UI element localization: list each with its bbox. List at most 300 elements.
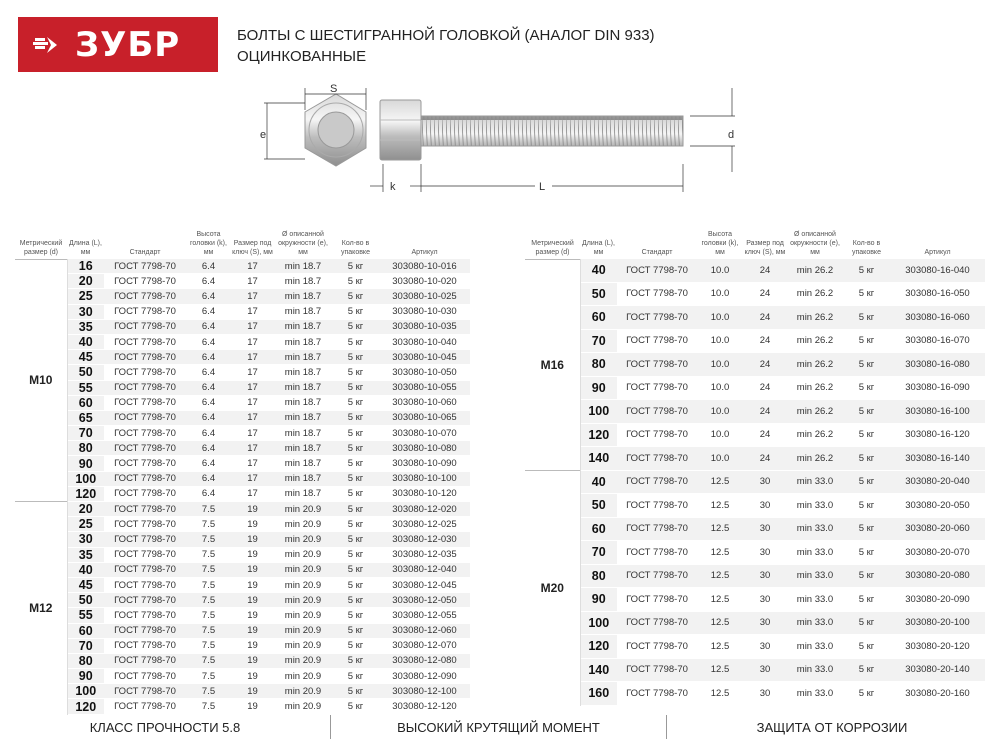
head-height-cell: 7.5 — [186, 517, 231, 532]
key-size-cell: 19 — [231, 532, 274, 547]
table-row — [15, 426, 470, 441]
head-height-cell: 6.4 — [186, 259, 231, 274]
article-cell: 303080-20-090 — [890, 588, 985, 612]
standard-cell: ГОСТ 7798-70 — [104, 517, 186, 532]
key-size-cell: 24 — [743, 259, 787, 282]
length-cell: 160 — [580, 682, 617, 706]
table-row — [15, 456, 470, 471]
length-cell: 65 — [67, 410, 104, 425]
key-size-cell: 30 — [743, 682, 787, 706]
article-cell: 303080-16-140 — [890, 447, 985, 471]
length-cell: 50 — [580, 282, 617, 306]
head-height-cell: 6.4 — [186, 319, 231, 334]
standard-cell: ГОСТ 7798-70 — [104, 562, 186, 577]
standard-cell: ГОСТ 7798-70 — [104, 608, 186, 623]
circle-cell: min 18.7 — [274, 410, 332, 425]
article-cell: 303080-10-030 — [379, 304, 470, 319]
circle-cell: min 18.7 — [274, 441, 332, 456]
standard-cell: ГОСТ 7798-70 — [104, 259, 186, 274]
standard-cell: ГОСТ 7798-70 — [104, 502, 186, 517]
qty-cell: 5 кг — [843, 423, 890, 447]
circle-cell: min 18.7 — [274, 274, 332, 289]
article-cell: 303080-10-090 — [379, 456, 470, 471]
standard-cell: ГОСТ 7798-70 — [104, 441, 186, 456]
standard-cell: ГОСТ 7798-70 — [104, 532, 186, 547]
key-size-cell: 30 — [743, 541, 787, 565]
head-height-cell: 7.5 — [186, 608, 231, 623]
key-size-cell: 19 — [231, 517, 274, 532]
head-height-cell: 6.4 — [186, 365, 231, 380]
key-size-cell: 19 — [231, 638, 274, 653]
circle-cell: min 33.0 — [787, 494, 843, 518]
standard-cell: ГОСТ 7798-70 — [617, 282, 697, 306]
table-row — [525, 611, 985, 635]
header-article: Артикул — [924, 249, 951, 256]
header-length: Длина (L), мм — [69, 240, 102, 256]
header-length: Длина (L), мм — [582, 240, 615, 256]
circle-cell: min 20.9 — [274, 532, 332, 547]
head-height-cell: 10.0 — [697, 259, 743, 282]
head-height-cell: 12.5 — [697, 517, 743, 541]
article-cell: 303080-10-120 — [379, 486, 470, 501]
table-header-row — [15, 230, 470, 259]
label-d: d — [728, 129, 735, 141]
qty-cell: 5 кг — [332, 471, 379, 486]
table-row — [525, 282, 985, 306]
qty-cell: 5 кг — [332, 441, 379, 456]
length-cell: 55 — [67, 608, 104, 623]
head-height-cell: 6.4 — [186, 410, 231, 425]
table-row — [15, 471, 470, 486]
qty-cell: 5 кг — [843, 329, 890, 353]
article-cell: 303080-12-060 — [379, 623, 470, 638]
feature-torque: ВЫСОКИЙ КРУТЯЩИЙ МОМЕНТ — [397, 719, 600, 735]
article-cell: 303080-12-020 — [379, 502, 470, 517]
key-size-cell: 19 — [231, 608, 274, 623]
key-size-cell: 30 — [743, 517, 787, 541]
key-size-cell: 19 — [231, 562, 274, 577]
circle-cell: min 26.2 — [787, 329, 843, 353]
key-size-cell: 30 — [743, 588, 787, 612]
circle-cell: min 26.2 — [787, 376, 843, 400]
length-cell: 20 — [67, 274, 104, 289]
qty-cell: 5 кг — [332, 456, 379, 471]
key-size-cell: 24 — [743, 447, 787, 471]
circle-cell: min 20.9 — [274, 593, 332, 608]
length-cell: 25 — [67, 517, 104, 532]
standard-cell: ГОСТ 7798-70 — [104, 577, 186, 592]
circle-cell: min 18.7 — [274, 365, 332, 380]
header-standard: Стандарт — [129, 249, 161, 256]
table-row — [15, 684, 470, 699]
qty-cell: 5 кг — [843, 447, 890, 471]
length-cell: 100 — [580, 611, 617, 635]
standard-cell: ГОСТ 7798-70 — [104, 684, 186, 699]
head-height-cell: 7.5 — [186, 638, 231, 653]
key-size-cell: 17 — [231, 441, 274, 456]
circle-cell: min 20.9 — [274, 653, 332, 668]
length-cell: 120 — [67, 486, 104, 501]
head-height-cell: 7.5 — [186, 532, 231, 547]
header-head-height: Высота головки (k), мм — [190, 231, 227, 256]
key-size-cell: 17 — [231, 350, 274, 365]
head-height-cell: 12.5 — [697, 682, 743, 706]
head-height-cell: 12.5 — [697, 494, 743, 518]
length-cell: 70 — [67, 638, 104, 653]
length-cell: 50 — [67, 365, 104, 380]
key-size-cell: 24 — [743, 400, 787, 424]
table-row — [525, 564, 985, 588]
length-cell: 80 — [67, 653, 104, 668]
head-height-cell: 12.5 — [697, 658, 743, 682]
length-cell: 90 — [580, 376, 617, 400]
article-cell: 303080-12-080 — [379, 653, 470, 668]
head-height-cell: 10.0 — [697, 423, 743, 447]
circle-cell: min 18.7 — [274, 304, 332, 319]
table-row — [15, 365, 470, 380]
article-cell: 303080-20-080 — [890, 564, 985, 588]
table-row — [15, 380, 470, 395]
head-height-cell: 6.4 — [186, 456, 231, 471]
standard-cell: ГОСТ 7798-70 — [104, 334, 186, 349]
key-size-cell: 17 — [231, 456, 274, 471]
circle-cell: min 33.0 — [787, 470, 843, 494]
qty-cell: 5 кг — [332, 669, 379, 684]
qty-cell: 5 кг — [332, 593, 379, 608]
length-cell: 30 — [67, 304, 104, 319]
key-size-cell: 19 — [231, 653, 274, 668]
table-row — [525, 541, 985, 565]
standard-cell: ГОСТ 7798-70 — [617, 306, 697, 330]
head-height-cell: 6.4 — [186, 426, 231, 441]
standard-cell: ГОСТ 7798-70 — [617, 541, 697, 565]
standard-cell: ГОСТ 7798-70 — [617, 682, 697, 706]
circle-cell: min 18.7 — [274, 456, 332, 471]
length-cell: 45 — [67, 577, 104, 592]
header-qty: Кол-во в упаковке — [852, 240, 881, 256]
table-row — [15, 638, 470, 653]
circle-cell: min 33.0 — [787, 635, 843, 659]
article-cell: 303080-10-065 — [379, 410, 470, 425]
key-size-cell: 17 — [231, 319, 274, 334]
article-cell: 303080-12-040 — [379, 562, 470, 577]
length-cell: 35 — [67, 547, 104, 562]
length-cell: 100 — [67, 684, 104, 699]
head-height-cell: 12.5 — [697, 611, 743, 635]
circle-cell: min 26.2 — [787, 282, 843, 306]
table-row — [525, 353, 985, 377]
length-cell: 40 — [67, 334, 104, 349]
table-row — [15, 653, 470, 668]
qty-cell: 5 кг — [332, 653, 379, 668]
length-cell: 70 — [580, 541, 617, 565]
head-height-cell: 10.0 — [697, 353, 743, 377]
standard-cell: ГОСТ 7798-70 — [617, 588, 697, 612]
length-cell: 40 — [67, 562, 104, 577]
standard-cell: ГОСТ 7798-70 — [617, 400, 697, 424]
circle-cell: min 18.7 — [274, 350, 332, 365]
article-cell: 303080-12-045 — [379, 577, 470, 592]
article-cell: 303080-16-120 — [890, 423, 985, 447]
table-row — [15, 304, 470, 319]
standard-cell: ГОСТ 7798-70 — [104, 319, 186, 334]
qty-cell: 5 кг — [332, 304, 379, 319]
key-size-cell: 30 — [743, 470, 787, 494]
header-standard: Стандарт — [641, 249, 673, 256]
length-cell: 25 — [67, 289, 104, 304]
length-cell: 55 — [67, 380, 104, 395]
table-row — [15, 319, 470, 334]
head-height-cell: 7.5 — [186, 669, 231, 684]
header-qty: Кол-во в упаковке — [341, 240, 370, 256]
header-metric: Метрический размер (d) — [19, 239, 63, 256]
head-height-cell: 7.5 — [186, 699, 231, 714]
spec-table-right — [525, 230, 985, 706]
article-cell: 303080-10-020 — [379, 274, 470, 289]
length-cell: 60 — [67, 395, 104, 410]
title-line-2: ОЦИНКОВАННЫЕ — [237, 48, 367, 65]
qty-cell: 5 кг — [332, 426, 379, 441]
feature-corrosion: ЗАЩИТА ОТ КОРРОЗИИ — [756, 719, 908, 735]
length-cell: 16 — [67, 259, 104, 274]
head-height-cell: 6.4 — [186, 274, 231, 289]
qty-cell: 5 кг — [332, 395, 379, 410]
standard-cell: ГОСТ 7798-70 — [617, 353, 697, 377]
table-row — [525, 306, 985, 330]
article-cell: 303080-12-030 — [379, 532, 470, 547]
article-cell: 303080-20-140 — [890, 658, 985, 682]
circle-cell: min 20.9 — [274, 669, 332, 684]
circle-cell: min 33.0 — [787, 682, 843, 706]
key-size-cell: 17 — [231, 334, 274, 349]
standard-cell: ГОСТ 7798-70 — [104, 395, 186, 410]
table-row — [525, 400, 985, 424]
head-height-cell: 6.4 — [186, 334, 231, 349]
key-size-cell: 24 — [743, 376, 787, 400]
standard-cell: ГОСТ 7798-70 — [104, 653, 186, 668]
standard-cell: ГОСТ 7798-70 — [104, 547, 186, 562]
qty-cell: 5 кг — [843, 682, 890, 706]
label-s: S — [330, 83, 338, 95]
standard-cell: ГОСТ 7798-70 — [104, 274, 186, 289]
circle-cell: min 18.7 — [274, 380, 332, 395]
standard-cell: ГОСТ 7798-70 — [617, 564, 697, 588]
article-cell: 303080-20-160 — [890, 682, 985, 706]
table-row — [15, 593, 470, 608]
circle-cell: min 26.2 — [787, 447, 843, 471]
qty-cell: 5 кг — [843, 259, 890, 282]
head-height-cell: 6.4 — [186, 350, 231, 365]
table-row — [525, 259, 985, 282]
standard-cell: ГОСТ 7798-70 — [617, 470, 697, 494]
key-size-cell: 17 — [231, 289, 274, 304]
article-cell: 303080-16-050 — [890, 282, 985, 306]
qty-cell: 5 кг — [332, 365, 379, 380]
length-cell: 50 — [67, 593, 104, 608]
standard-cell: ГОСТ 7798-70 — [104, 410, 186, 425]
article-cell: 303080-12-025 — [379, 517, 470, 532]
footer-features — [0, 712, 1000, 742]
circle-cell: min 20.9 — [274, 502, 332, 517]
standard-cell: ГОСТ 7798-70 — [104, 456, 186, 471]
table-row — [15, 441, 470, 456]
head-height-cell: 7.5 — [186, 502, 231, 517]
circle-cell: min 33.0 — [787, 517, 843, 541]
key-size-cell: 17 — [231, 395, 274, 410]
length-cell: 100 — [580, 400, 617, 424]
length-cell: 80 — [580, 564, 617, 588]
table-row — [525, 588, 985, 612]
length-cell: 60 — [580, 306, 617, 330]
article-cell: 303080-16-090 — [890, 376, 985, 400]
qty-cell: 5 кг — [843, 282, 890, 306]
head-height-cell: 12.5 — [697, 564, 743, 588]
article-cell: 303080-16-060 — [890, 306, 985, 330]
length-cell: 20 — [67, 502, 104, 517]
length-cell: 80 — [67, 441, 104, 456]
table-row — [525, 517, 985, 541]
table-row — [15, 669, 470, 684]
standard-cell: ГОСТ 7798-70 — [617, 447, 697, 471]
table-row — [15, 350, 470, 365]
key-size-cell: 30 — [743, 611, 787, 635]
table-row — [15, 289, 470, 304]
table-row — [525, 376, 985, 400]
length-cell: 90 — [580, 588, 617, 612]
qty-cell: 5 кг — [843, 306, 890, 330]
article-cell: 303080-10-100 — [379, 471, 470, 486]
circle-cell: min 20.9 — [274, 517, 332, 532]
standard-cell: ГОСТ 7798-70 — [617, 329, 697, 353]
circle-cell: min 26.2 — [787, 306, 843, 330]
qty-cell: 5 кг — [332, 699, 379, 714]
length-cell: 70 — [67, 426, 104, 441]
circle-cell: min 18.7 — [274, 259, 332, 274]
article-cell: 303080-20-120 — [890, 635, 985, 659]
circle-cell: min 26.2 — [787, 400, 843, 424]
key-size-cell: 30 — [743, 658, 787, 682]
head-height-cell: 6.4 — [186, 380, 231, 395]
table-row — [15, 486, 470, 501]
qty-cell: 5 кг — [332, 577, 379, 592]
head-height-cell: 6.4 — [186, 289, 231, 304]
circle-cell: min 33.0 — [787, 541, 843, 565]
article-cell: 303080-12-090 — [379, 669, 470, 684]
qty-cell: 5 кг — [332, 486, 379, 501]
head-height-cell: 6.4 — [186, 486, 231, 501]
head-height-cell: 10.0 — [697, 447, 743, 471]
qty-cell: 5 кг — [332, 334, 379, 349]
length-cell: 70 — [580, 329, 617, 353]
circle-cell: min 18.7 — [274, 319, 332, 334]
metric-size-cell: M16 — [525, 259, 580, 470]
header-head-height: Высота головки (k), мм — [701, 231, 739, 256]
table-row — [15, 532, 470, 547]
circle-cell: min 20.9 — [274, 547, 332, 562]
standard-cell: ГОСТ 7798-70 — [104, 486, 186, 501]
key-size-cell: 24 — [743, 353, 787, 377]
circle-cell: min 20.9 — [274, 562, 332, 577]
metric-size-cell: M12 — [15, 502, 67, 715]
article-cell: 303080-10-070 — [379, 426, 470, 441]
article-cell: 303080-20-070 — [890, 541, 985, 565]
qty-cell: 5 кг — [332, 319, 379, 334]
qty-cell: 5 кг — [843, 494, 890, 518]
standard-cell: ГОСТ 7798-70 — [104, 623, 186, 638]
qty-cell: 5 кг — [332, 638, 379, 653]
standard-cell: ГОСТ 7798-70 — [104, 471, 186, 486]
article-cell: 303080-10-055 — [379, 380, 470, 395]
article-cell: 303080-12-055 — [379, 608, 470, 623]
label-k: k — [390, 181, 396, 193]
head-height-cell: 12.5 — [697, 470, 743, 494]
standard-cell: ГОСТ 7798-70 — [104, 593, 186, 608]
head-height-cell: 7.5 — [186, 547, 231, 562]
key-size-cell: 17 — [231, 486, 274, 501]
key-size-cell: 17 — [231, 426, 274, 441]
head-height-cell: 6.4 — [186, 395, 231, 410]
standard-cell: ГОСТ 7798-70 — [617, 259, 697, 282]
circle-cell: min 20.9 — [274, 638, 332, 653]
qty-cell: 5 кг — [332, 547, 379, 562]
length-cell: 140 — [580, 658, 617, 682]
table-row — [525, 682, 985, 706]
qty-cell: 5 кг — [332, 380, 379, 395]
article-cell: 303080-16-040 — [890, 259, 985, 282]
article-cell: 303080-16-100 — [890, 400, 985, 424]
article-cell: 303080-20-040 — [890, 470, 985, 494]
circle-cell: min 33.0 — [787, 588, 843, 612]
qty-cell: 5 кг — [332, 532, 379, 547]
bolt-drawing — [250, 80, 750, 200]
qty-cell: 5 кг — [332, 562, 379, 577]
article-cell: 303080-10-045 — [379, 350, 470, 365]
length-cell: 80 — [580, 353, 617, 377]
circle-cell: min 18.7 — [274, 426, 332, 441]
head-height-cell: 6.4 — [186, 441, 231, 456]
spec-table-left — [15, 230, 470, 715]
article-cell: 303080-10-080 — [379, 441, 470, 456]
header-key-size: Размер под ключ (S), мм — [232, 240, 273, 256]
article-cell: 303080-10-040 — [379, 334, 470, 349]
head-height-cell: 10.0 — [697, 306, 743, 330]
table-row — [15, 502, 470, 517]
feature-strength-class: КЛАСС ПРОЧНОСТИ 5.8 — [89, 719, 241, 735]
length-cell: 90 — [67, 669, 104, 684]
qty-cell: 5 кг — [332, 410, 379, 425]
key-size-cell: 19 — [231, 547, 274, 562]
article-cell: 303080-20-060 — [890, 517, 985, 541]
head-height-cell: 7.5 — [186, 577, 231, 592]
head-height-cell: 10.0 — [697, 329, 743, 353]
table-row — [15, 547, 470, 562]
head-height-cell: 7.5 — [186, 562, 231, 577]
head-height-cell: 7.5 — [186, 684, 231, 699]
key-size-cell: 19 — [231, 593, 274, 608]
article-cell: 303080-16-080 — [890, 353, 985, 377]
key-size-cell: 19 — [231, 623, 274, 638]
standard-cell: ГОСТ 7798-70 — [617, 376, 697, 400]
header-key-size: Размер под ключ (S), мм — [744, 240, 786, 256]
article-cell: 303080-12-100 — [379, 684, 470, 699]
table-row — [15, 562, 470, 577]
key-size-cell: 19 — [231, 669, 274, 684]
article-cell: 303080-20-100 — [890, 611, 985, 635]
standard-cell: ГОСТ 7798-70 — [104, 699, 186, 714]
circle-cell: min 20.9 — [274, 608, 332, 623]
article-cell: 303080-16-070 — [890, 329, 985, 353]
standard-cell: ГОСТ 7798-70 — [104, 304, 186, 319]
